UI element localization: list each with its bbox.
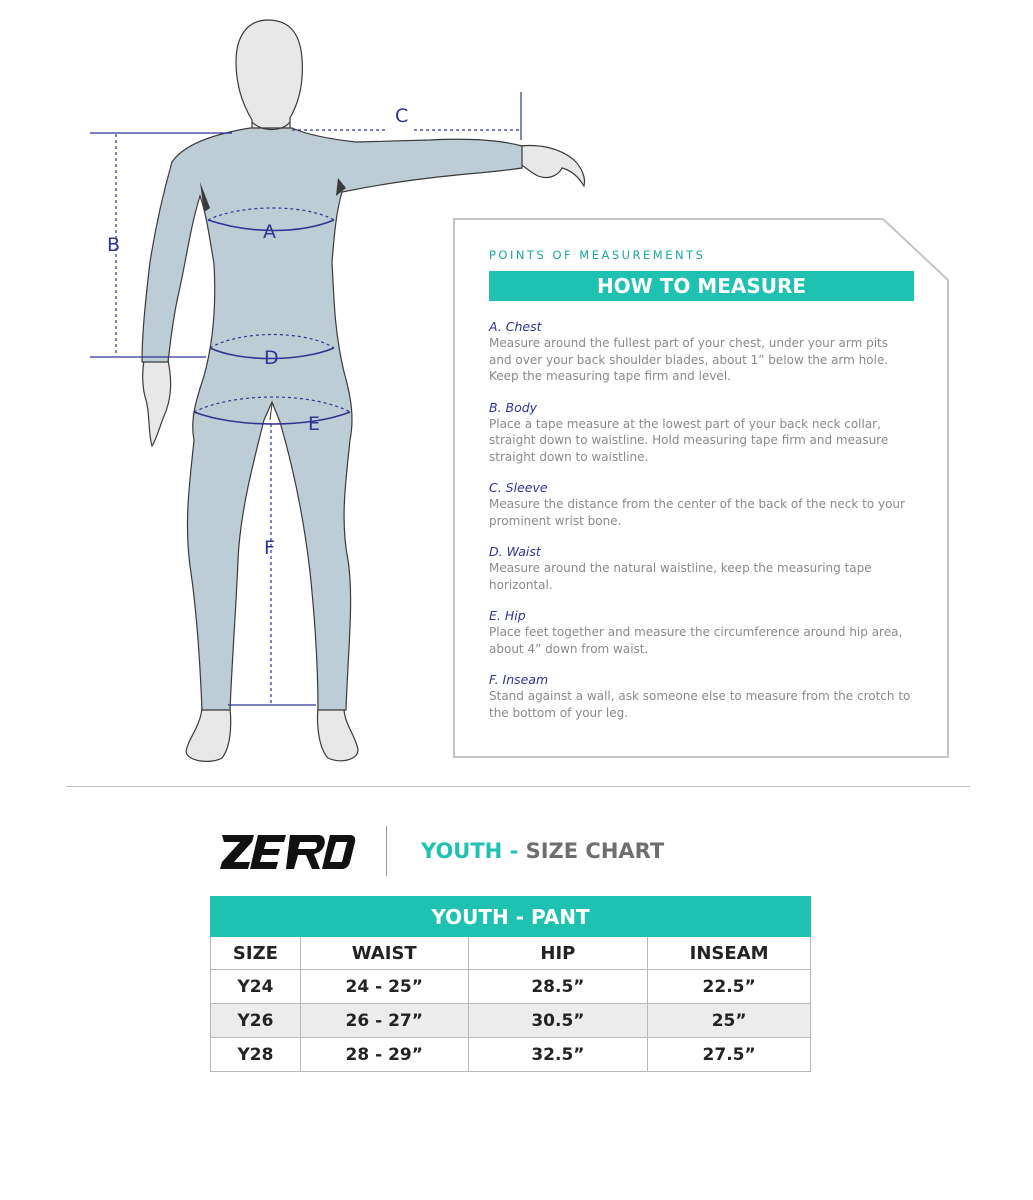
measurement-step: [489, 608, 914, 657]
step-text: Stand against a wall, ask someone else to measure from the crotch to the bottom of your leg.: [489, 689, 911, 720]
chart-heading-rest: SIZE CHART: [525, 839, 665, 863]
table-cell: 27.5”: [648, 1038, 811, 1072]
measurement-step: [489, 480, 914, 529]
column-header: HIP: [468, 937, 648, 970]
measurement-steps: [489, 319, 914, 721]
label-d: D: [264, 347, 279, 369]
table-header-row: [211, 937, 811, 970]
section-divider: [66, 786, 970, 787]
measurement-step: [489, 544, 914, 593]
step-text: Measure around the fullest part of your chest, under your arm pits and over your back shoulder blades, about 1” below the arm hole. Keep the measuring tape firm and level.: [489, 336, 889, 383]
table-cell: Y24: [211, 970, 301, 1004]
step-text: Place a tape measure at the lowest part of your back neck collar, straight down to waistline. Hold measuring tape firm and measure straight down to waistline.: [489, 416, 889, 464]
step-title: E. Hip: [489, 608, 526, 623]
step-text: Place feet together and measure the circumference around hip area, about 4” down from waist.: [489, 625, 903, 656]
table-cell: 30.5”: [468, 1004, 648, 1038]
column-header: SIZE: [211, 937, 301, 970]
panel-kicker: POINTS OF MEASUREMENTS: [489, 248, 706, 262]
measurement-step: [489, 400, 914, 466]
zero-logo-mark: [220, 832, 356, 872]
table-cell: 28.5”: [468, 970, 648, 1004]
chart-heading: [421, 839, 664, 863]
table-row: [211, 1004, 811, 1038]
measurement-step: [489, 672, 914, 721]
label-e: E: [308, 413, 321, 435]
table-cell: 22.5”: [648, 970, 811, 1004]
table-cell: Y26: [211, 1004, 301, 1038]
table-cell: 26 - 27”: [300, 1004, 468, 1038]
label-f: F: [264, 537, 275, 559]
step-text: Measure around the natural waistline, keep the measuring tape horizontal.: [489, 561, 872, 592]
table-body: [211, 970, 811, 1072]
zero-logo: [220, 832, 356, 872]
step-title: A. Chest: [489, 319, 542, 334]
table-title: YOUTH - PANT: [211, 897, 811, 937]
step-title: F. Inseam: [489, 672, 549, 687]
table-row: [211, 1038, 811, 1072]
table-cell: 25”: [648, 1004, 811, 1038]
how-to-measure-panel: [453, 218, 949, 758]
table-cell: 32.5”: [468, 1038, 648, 1072]
label-a: A: [263, 221, 276, 243]
panel-title: HOW TO MEASURE: [489, 271, 914, 301]
column-header: WAIST: [300, 937, 468, 970]
size-chart-table: [210, 896, 811, 1072]
step-title: D. Waist: [489, 544, 541, 559]
step-title: B. Body: [489, 399, 538, 415]
step-title: C. Sleeve: [489, 480, 548, 495]
label-b: B: [107, 234, 121, 256]
heading-separator: [386, 826, 387, 876]
table-row: [211, 970, 811, 1004]
measurement-step: [489, 319, 914, 385]
label-c: C: [395, 105, 409, 127]
column-header: INSEAM: [648, 937, 811, 970]
table-cell: 24 - 25”: [300, 970, 468, 1004]
table-cell: 28 - 29”: [300, 1038, 468, 1072]
table-cell: Y28: [211, 1038, 301, 1072]
chart-heading-accent: YOUTH -: [421, 839, 519, 863]
step-text: Measure the distance from the center of the back of the neck to your prominent wrist bone.: [489, 497, 905, 528]
